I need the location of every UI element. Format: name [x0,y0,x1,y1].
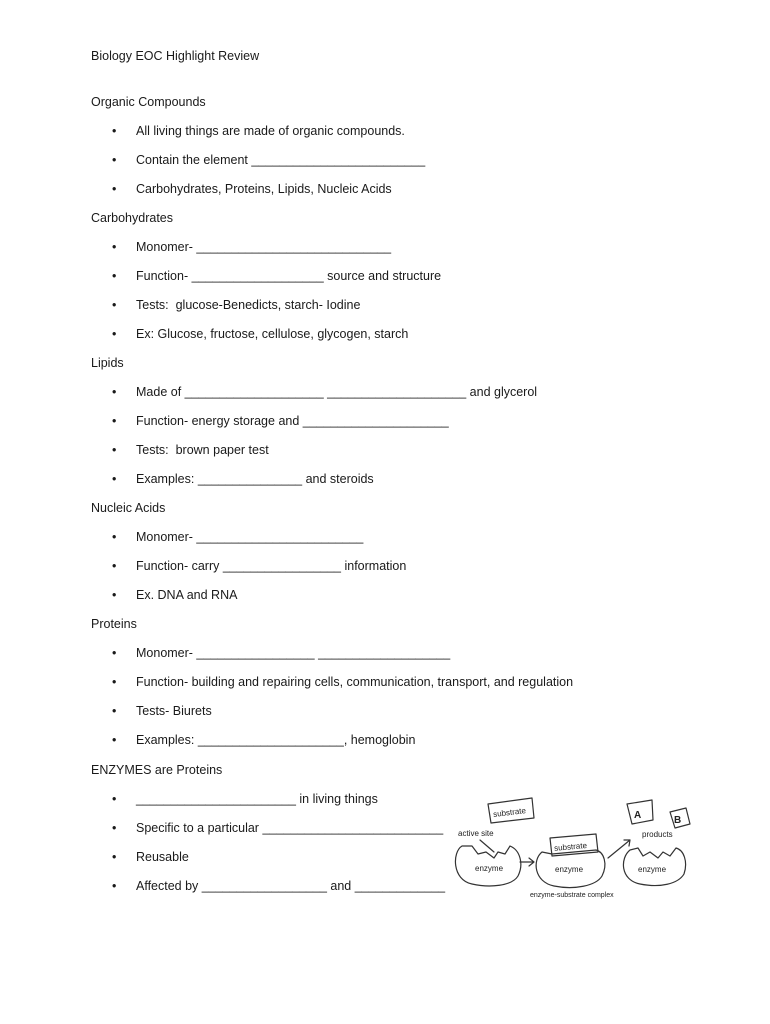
list-item: Function- building and repairing cells, communication, transport, and regulation [136,675,574,689]
section-heading-organic-compounds: Organic Compounds [91,95,206,109]
list-item: Function- ___________________ source and structure [136,269,442,283]
list-item: _______________________ in living things [136,792,378,806]
bullet-marker: • [112,559,117,573]
complex-caption: enzyme-substrate complex [530,892,614,899]
bullet-marker: • [112,385,117,399]
bullet-marker: • [112,327,117,341]
active-site-pointer [480,840,494,852]
list-item: Tests- Biurets [136,704,212,718]
bullet-marker: • [112,124,117,138]
bullet-marker: • [112,588,117,602]
list-item: Specific to a particular __________________________ [136,821,444,835]
list-item: Examples: _______________ and steroids [136,472,374,486]
bullet-marker: • [112,269,117,283]
release-arrow [608,840,630,858]
reaction-arrow [520,858,534,866]
bullet-marker: • [112,646,117,660]
document-title: Biology EOC Highlight Review [91,49,260,63]
list-item: Monomer- ____________________________ [136,240,392,254]
product-b-label: B [674,815,682,826]
list-item: Affected by __________________ and _____________ [136,879,446,893]
bullet-marker: • [112,240,117,254]
bullet-marker: • [112,792,117,806]
list-item: Tests: glucose-Benedicts, starch- Iodine [136,298,361,312]
bullet-marker: • [112,821,117,835]
list-item: Monomer- ________________________ [136,530,364,544]
bullet-marker: • [112,850,117,864]
bullet-marker: • [112,675,117,689]
bullet-marker: • [112,443,117,457]
bullet-marker: • [112,472,117,486]
enzyme-label: enzyme [475,864,504,873]
bullet-marker: • [112,733,117,747]
list-item: Function- energy storage and _____________________ [136,414,449,428]
list-item: Ex. DNA and RNA [136,588,238,602]
bullet-marker: • [112,414,117,428]
section-heading-enzymes: ENZYMES are Proteins [91,763,223,777]
bullet-marker: • [112,530,117,544]
list-item: Tests: brown paper test [136,443,269,457]
product-a-label: A [634,810,642,821]
list-item: Carbohydrates, Proteins, Lipids, Nucleic Acids [136,182,392,196]
section-heading-nucleic-acids: Nucleic Acids [91,501,166,515]
bullet-marker: • [112,879,117,893]
bullet-marker: • [112,153,117,167]
bullet-marker: • [112,298,117,312]
list-item: Reusable [136,850,189,864]
products-label: products [642,830,673,839]
enzyme-substrate-diagram [450,796,700,900]
list-item: Made of ____________________ ____________________ and glycerol [136,385,538,399]
section-heading-lipids: Lipids [91,356,124,370]
list-item: Ex: Glucose, fructose, cellulose, glycogen, starch [136,327,409,341]
list-item: Monomer- _________________ ___________________ [136,646,451,660]
bullet-marker: • [112,704,117,718]
section-heading-carbohydrates: Carbohydrates [91,211,173,225]
list-item: Examples: _____________________, hemoglobin [136,733,416,747]
list-item: All living things are made of organic compounds. [136,124,405,138]
complex-substrate-label: substrate [553,840,588,853]
active-site-label: active site [458,829,494,838]
section-heading-proteins: Proteins [91,617,137,631]
substrate-label: substrate [492,806,527,820]
complex-enzyme-label: enzyme [555,865,584,874]
list-item: Contain the element _________________________ [136,153,426,167]
released-enzyme-label: enzyme [638,865,667,874]
bullet-marker: • [112,182,117,196]
list-item: Function- carry _________________ information [136,559,407,573]
